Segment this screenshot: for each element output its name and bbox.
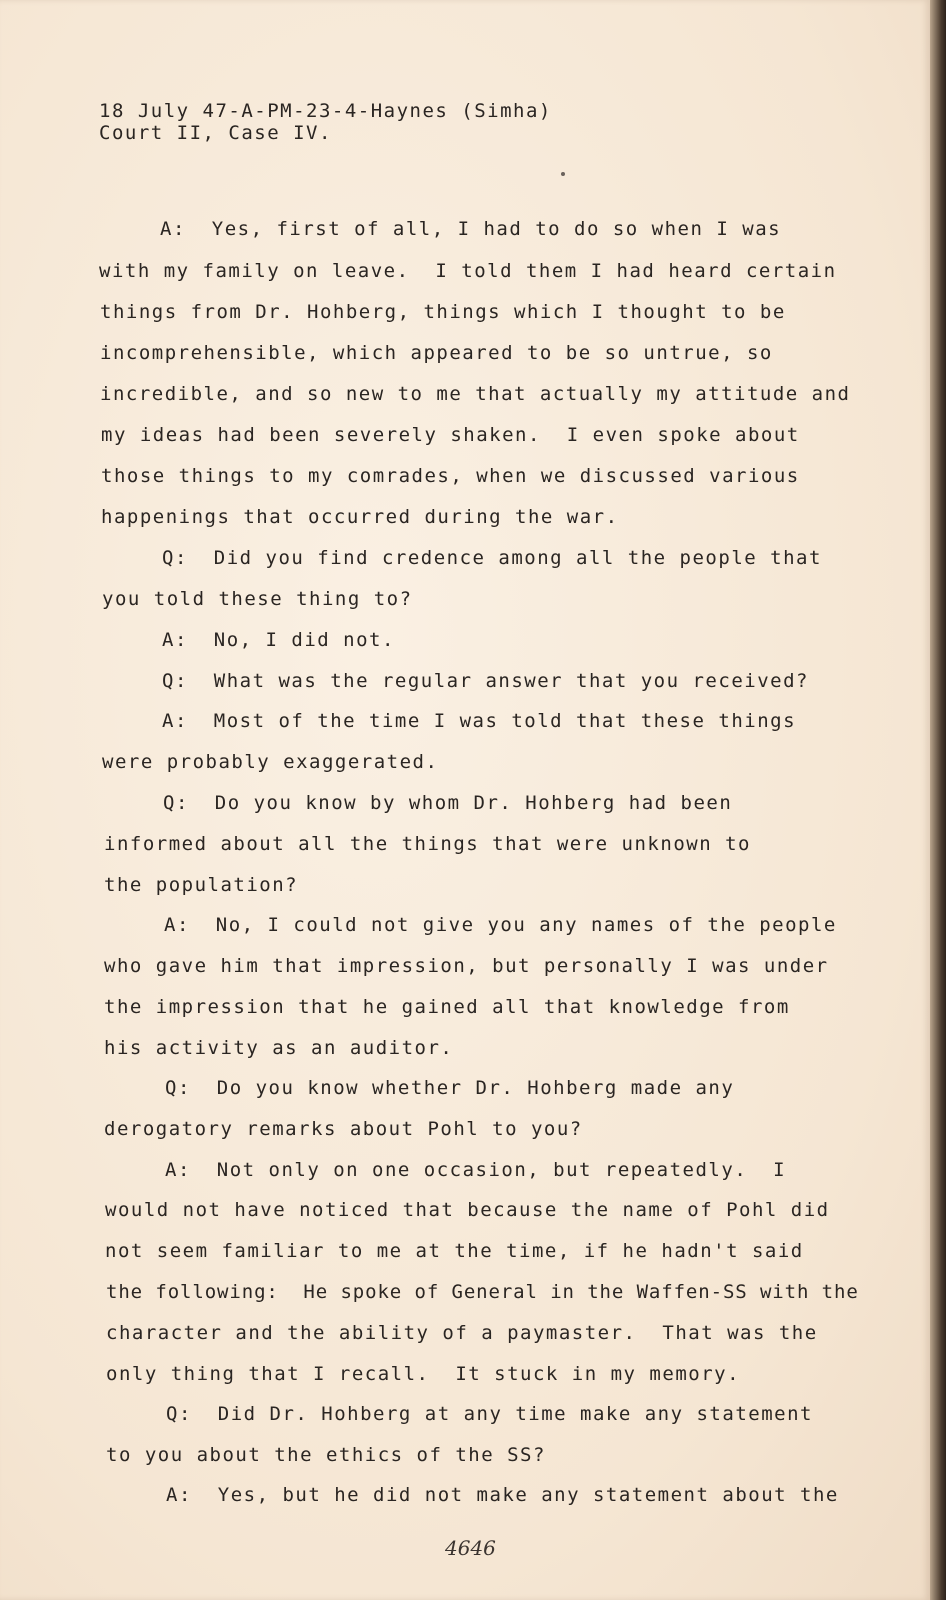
transcript-line: would not have noticed that because the name of Pohl did: [105, 1199, 830, 1221]
page-number: 4646: [445, 1536, 496, 1560]
transcript-line: the following: He spoke of General in the Waffen-SS with the: [106, 1281, 859, 1303]
transcript-line: A: No, I did not.: [162, 629, 395, 651]
header-court-case: Court II, Case IV.: [99, 122, 332, 144]
transcript-line: A: Not only on one occasion, but repeatedly. I: [165, 1159, 787, 1181]
page-edge-shadow: [930, 0, 946, 1600]
transcript-line: not seem familiar to me at the time, if he hadn't said: [105, 1240, 804, 1262]
transcript-line: incomprehensible, which appeared to be so untrue, so: [100, 342, 773, 364]
transcript-line: only thing that I recall. It stuck in my memory.: [106, 1363, 741, 1385]
transcript-line: Q: Did Dr. Hohberg at any time make any statement: [166, 1403, 813, 1425]
transcript-line: who gave him that impression, but personally I was under: [104, 955, 829, 977]
transcript-line: with my family on leave. I told them I had heard certain: [99, 260, 837, 282]
transcript-line: incredible, and so new to me that actually my attitude and: [100, 383, 851, 405]
transcript-line: my ideas had been severely shaken. I even spoke about: [101, 424, 800, 446]
transcript-line: Q: Do you know by whom Dr. Hohberg had been: [163, 792, 733, 814]
transcript-line: character and the ability of a paymaster. That was the: [106, 1322, 818, 1344]
transcript-line: you told these thing to?: [102, 588, 413, 610]
transcript-line: the population?: [104, 874, 299, 896]
transcript-line: his activity as an auditor.: [104, 1037, 454, 1059]
transcript-line: to you about the ethics of the SS?: [106, 1444, 546, 1466]
transcript-line: were probably exaggerated.: [102, 751, 439, 773]
transcript-line: Q: Did you find credence among all the people that: [162, 547, 822, 569]
transcript-line: those things to my comrades, when we discussed various: [101, 465, 800, 487]
transcript-line: Q: What was the regular answer that you received?: [162, 670, 809, 692]
transcript-line: A: Most of the time I was told that these things: [162, 710, 797, 732]
transcript-line: A: Yes, first of all, I had to do so when I was: [160, 218, 782, 240]
transcript-line: things from Dr. Hohberg, things which I thought to be: [100, 301, 786, 323]
transcript-line: the impression that he gained all that knowledge from: [104, 996, 790, 1018]
header-reference: 18 July 47-A-PM-23-4-Haynes (Simha): [99, 100, 552, 122]
transcript-line: A: No, I could not give you any names of the people: [164, 914, 837, 936]
transcript-line: derogatory remarks about Pohl to you?: [104, 1118, 583, 1140]
transcript-line: A: Yes, but he did not make any statement about the: [166, 1484, 839, 1506]
ink-speck: [561, 172, 565, 176]
transcript-line: Q: Do you know whether Dr. Hohberg made any: [165, 1077, 735, 1099]
transcript-line: happenings that occurred during the war.: [101, 506, 619, 528]
transcript-line: informed about all the things that were unknown to: [104, 833, 751, 855]
